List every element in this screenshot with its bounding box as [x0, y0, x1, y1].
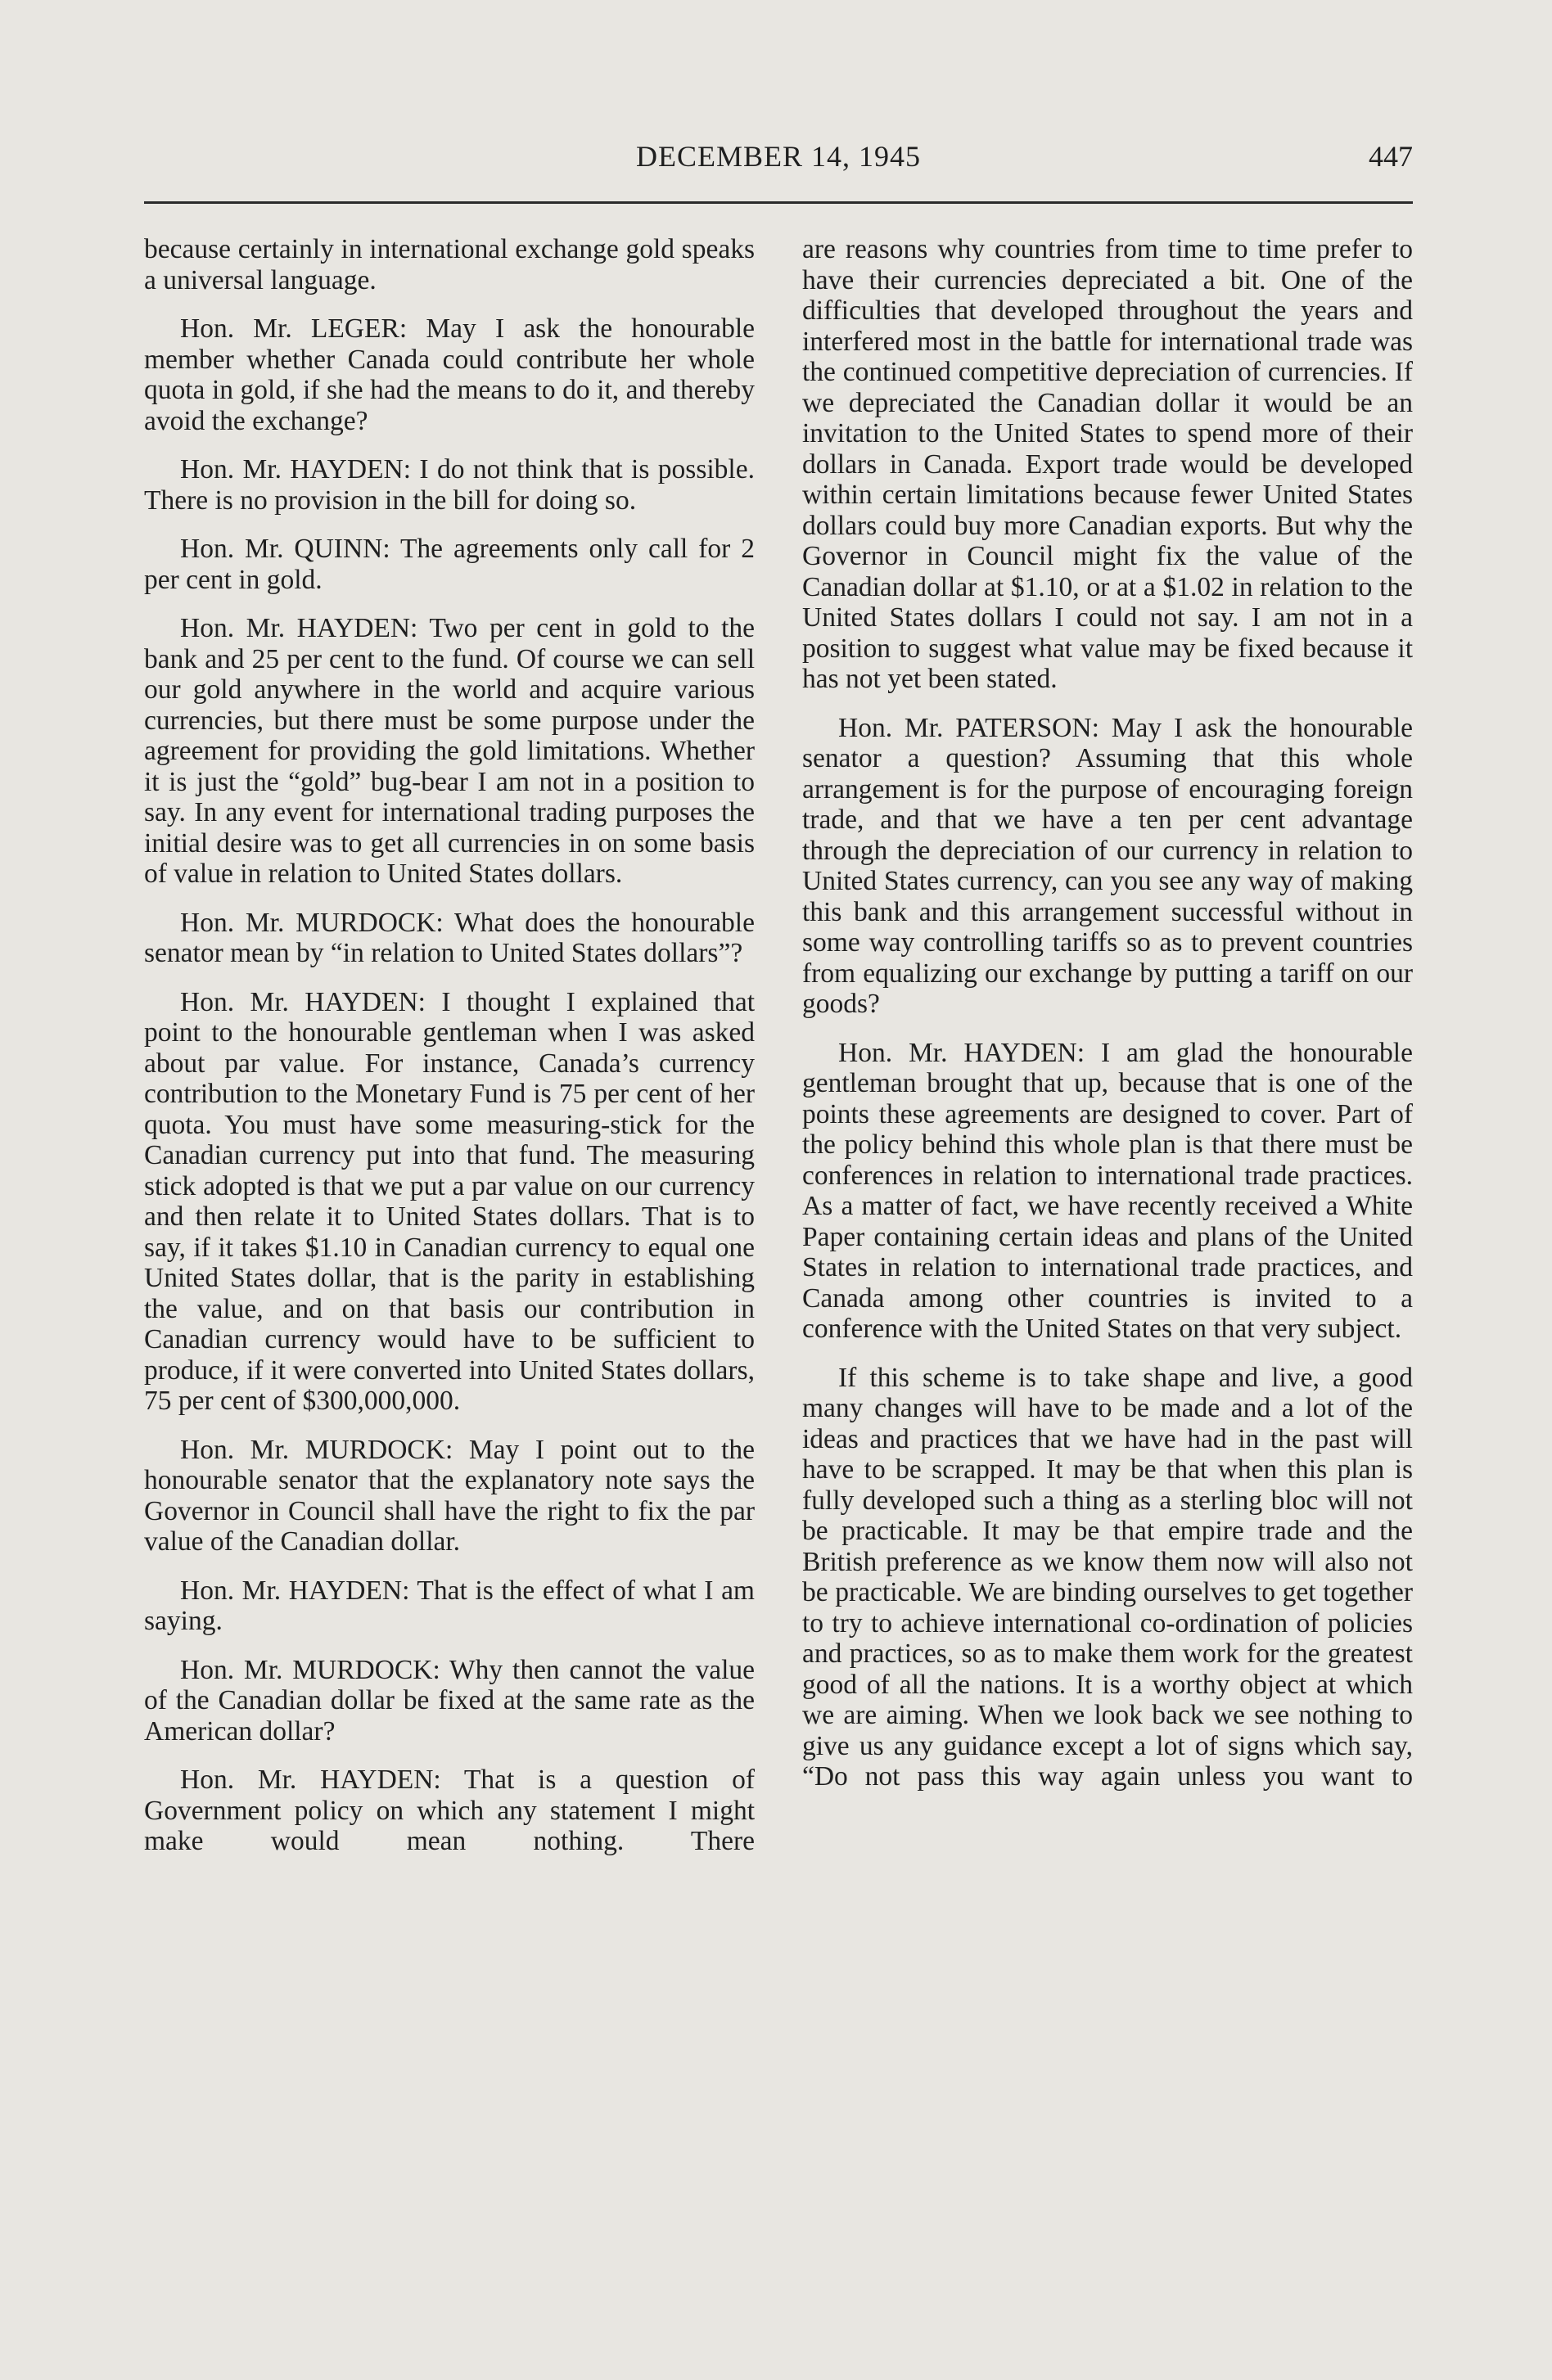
paragraph: Hon. Mr. MURDOCK: What does the honourable senator mean by “in relation to United States dollars”?: [144, 907, 755, 968]
paragraph: Hon. Mr. HAYDEN: I thought I explained that point to the honourable gentleman when I was asked about par value. For instance, Canada’s currency contribution to the Monetary Fund is 75 per cent of her quota. You must have some measuring-stick for the Canadian currency put into that fund. The measuring stick adopted is that we put a par value on our currency and then relate it to United States dollars. That is to say, if it takes $1.10 in Canadian currency to equal one United States dollar, that is the parity in establishing the value, and on that basis our contribution in Canadian currency would have to be sufficient to produce, if it were converted into United States dollars, 75 per cent of $300,000,000.: [144, 986, 755, 1416]
header-date: DECEMBER 14, 1945: [635, 140, 921, 173]
paragraph: Hon. Mr. PATERSON: May I ask the honourable senator a question? Assuming that this whole arrangement is for the purpose of encouraging foreign trade, and that we have a ten per cent advantage through the depreciation of our currency in relation to United States currency, can you see any way of making this bank and this arrangement successful without in some way controlling tariffs so as to prevent countries from equalizing our exchange by putting a tariff on our goods?: [802, 712, 1413, 1019]
paragraph: Hon. Mr. HAYDEN: That is a question of Government policy on which any statement I might make would mean nothing. There: [144, 1765, 755, 1856]
paragraph: Hon. Mr. HAYDEN: I am glad the honourable gentleman brought that up, because that is one of the points these agreements are designed to cover. Part of the policy behind this whole plan is that there must be conferences in relation to international trade practices. As a matter of fact, we have recently received a White Paper containing certain ideas and plans of the United States in relation to international trade practices, and Canada among other countries is invited to a conference with the United States on that very subject.: [802, 1037, 1413, 1344]
paragraph: Hon. Mr. MURDOCK: Why then cannot the value of the Canadian dollar be fixed at the same rate as the American dollar?: [144, 1654, 755, 1747]
paragraph: Hon. Mr. LEGER: May I ask the honourable member whether Canada could contribute her whole quota in gold, if she had the means to do it, and thereby avoid the exchange?: [144, 313, 755, 436]
paragraph: are reasons why countries from time to time prefer to have their currencies depreciated a bit. One of the difficulties that developed throughout the years and interfered most in the battle for international trade was the continued competitive depreciation of currencies. If we depreciated the Canadian dollar it would be an invitation to the United States to spend more of their dollars in Canada. Export trade would be developed within certain limitations because fewer United States dollars could buy more Canadian exports. But why the Governor in Council might fix the value of the Canadian dollar at $1.10, or at a $1.02 in relation to the United States dollars I could not say. I am not in a position to suggest what value may be fixed because it has not yet been stated.: [802, 234, 1413, 694]
paragraph: because certainly in international exchange gold speaks a universal language.: [144, 234, 755, 295]
header-rule: [144, 201, 1413, 204]
page-number: 447: [1369, 140, 1413, 173]
paragraph: Hon. Mr. HAYDEN: That is the effect of what I am saying.: [144, 1575, 755, 1636]
right-column: [802, 234, 1413, 1792]
paragraph: Hon. Mr. HAYDEN: I do not think that is possible. There is no provision in the bill for doing so.: [144, 454, 755, 516]
paragraph: If this scheme is to take shape and live, a good many changes will have to be made and a lot of the ideas and practices that we have had in the past will have to be scrapped. It may be that when this plan is fully developed such a thing as a sterling bloc will not be practicable. It may be that empire trade and the British preference as we know them now will also not be practicable. We are binding ourselves to get together to try to achieve international co-ordination of policies and practices, so as to make them work for the greatest good of all the nations. It is a worthy object at which we are aiming. When we look back we see nothing to give us any guidance except a lot of signs which say, “Do not pass this way again unless you want to: [802, 1362, 1413, 1792]
paragraph: Hon. Mr. QUINN: The agreements only call for 2 per cent in gold.: [144, 534, 755, 595]
paragraph: Hon. Mr. HAYDEN: Two per cent in gold to the bank and 25 per cent to the fund. Of course we can sell our gold anywhere in the world and acquire various currencies, but there must be some purpose under the agreement for providing the gold limitations. Whether it is just the “gold” bug-bear I am not in a position to say. In any event for international trading purposes the initial desire was to get all currencies in on some basis of value in relation to United States dollars.: [144, 613, 755, 889]
left-column: [144, 234, 755, 1857]
paragraph: Hon. Mr. MURDOCK: May I point out to the honourable senator that the explanatory note says the Governor in Council shall have the right to fix the par value of the Canadian dollar.: [144, 1434, 755, 1557]
page-header: [144, 139, 1413, 180]
